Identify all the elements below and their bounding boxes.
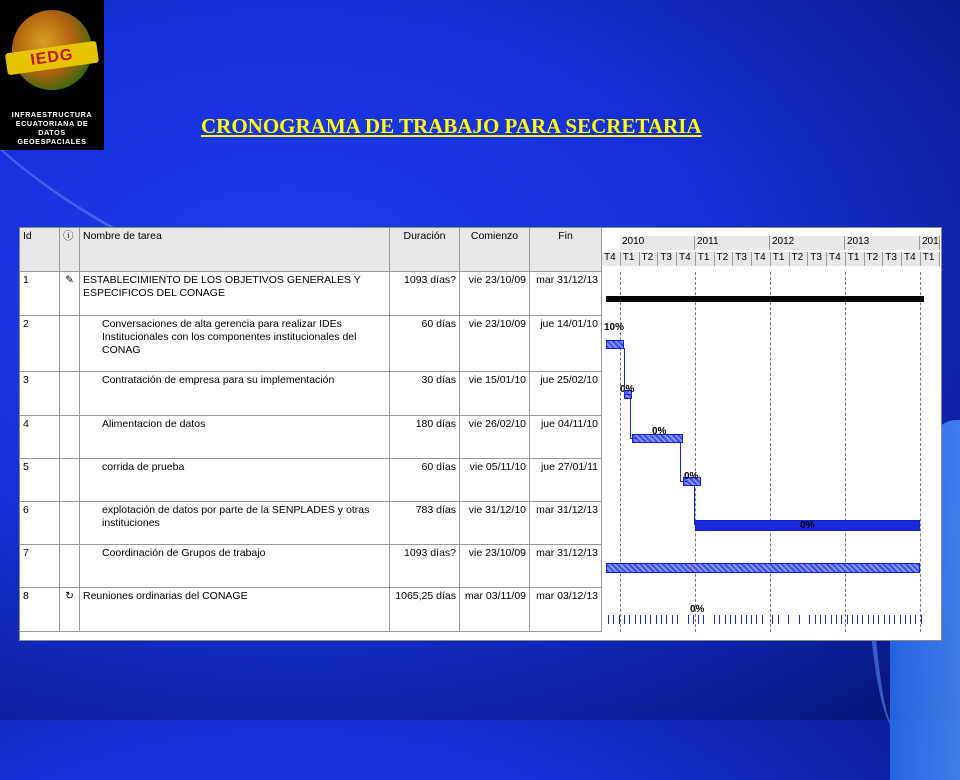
timeline-quarter: T2 [865,252,884,266]
summary-bar[interactable] [606,296,924,302]
meeting-tick [608,615,609,624]
row-start[interactable]: mar 03/11/09 [460,588,530,632]
row-start[interactable]: vie 31/12/10 [460,502,530,545]
row-id[interactable]: 2 [20,316,60,372]
row-end[interactable]: jue 04/11/10 [530,416,602,459]
row-end[interactable]: jue 27/01/11 [530,459,602,502]
meeting-tick [650,615,651,624]
row-indicator-icon [60,372,80,416]
row-id[interactable]: 7 [20,545,60,588]
row-start[interactable]: vie 23/10/09 [460,316,530,372]
timeline-quarter: T1 [696,252,715,266]
meeting-tick [809,615,810,624]
row-duration[interactable]: 30 días [390,372,460,416]
timeline-quarter: T4 [602,252,621,266]
meeting-tick [894,615,895,624]
row-start[interactable]: vie 26/02/10 [460,416,530,459]
timeline-year: 201 [920,236,940,250]
meeting-tick [635,615,636,624]
year-gridline [920,272,921,632]
meeting-tick [873,615,874,624]
row-start[interactable]: vie 23/10/09 [460,272,530,316]
dependency-link [630,398,637,439]
percent-label: 0% [652,425,667,437]
row-id[interactable]: 3 [20,372,60,416]
timeline-quarter: T3 [658,252,677,266]
percent-label: 0% [800,519,815,531]
timeline-quarter: T1 [846,252,865,266]
meeting-tick [624,615,625,624]
meeting-tick [746,615,747,624]
meeting-tick [666,615,667,624]
row-id[interactable]: 5 [20,459,60,502]
row-end[interactable]: mar 31/12/13 [530,502,602,545]
meeting-tick [852,615,853,624]
dependency-link [624,348,631,395]
meeting-tick [868,615,869,624]
meeting-tick [889,615,890,624]
row-name[interactable]: explotación de datos por parte de la SENPLADES y otras instituciones [80,502,390,545]
meeting-tick [661,615,662,624]
timeline-quarter: T4 [902,252,921,266]
row-indicator-icon [60,545,80,588]
meeting-tick [915,615,916,624]
meeting-tick [677,615,678,624]
meeting-tick [857,615,858,624]
meeting-tick [831,615,832,624]
row-name[interactable]: Contratación de empresa para su implementación [80,372,390,416]
row-duration[interactable]: 180 días [390,416,460,459]
row-name[interactable]: Reuniones ordinarias del CONAGE [80,588,390,632]
row-start[interactable]: vie 15/01/10 [460,372,530,416]
row-indicator-icon [60,459,80,502]
row-name[interactable]: Alimentacion de datos [80,416,390,459]
row-name[interactable]: ESTABLECIMIENTO DE LOS OBJETIVOS GENERALES Y ESPECIFICOS DEL CONAGE [80,272,390,316]
year-gridline [770,272,771,632]
logo-text: INFRAESTRUCTURA ECUATORIANA DE DATOS GEOESPACIALES [11,110,93,146]
year-gridline [695,272,696,632]
meeting-tick [905,615,906,624]
percent-label: 0% [690,604,705,615]
meeting-tick [640,615,641,624]
row-id[interactable]: 6 [20,502,60,545]
meeting-tick [735,615,736,624]
meeting-tick [656,615,657,624]
meeting-tick [900,615,901,624]
meeting-tick [847,615,848,624]
timeline-year: 2012 [770,236,845,250]
row-end[interactable]: jue 25/02/10 [530,372,602,416]
meeting-tick [693,615,694,624]
meeting-tick [719,615,720,624]
row-duration[interactable]: 783 días [390,502,460,545]
task-bar[interactable] [606,563,920,573]
meeting-tick [714,615,715,624]
timeline-quarter: T2 [715,252,734,266]
page-title: CRONOGRAMA DE TRABAJO PARA SECRETARIA [201,114,702,138]
meeting-tick [751,615,752,624]
row-indicator-icon [60,416,80,459]
task-bar[interactable] [606,340,624,349]
meeting-tick [672,615,673,624]
meeting-tick [645,615,646,624]
row-indicator-icon: ↻ [60,588,80,632]
row-duration[interactable]: 1093 días? [390,272,460,316]
row-start[interactable]: vie 05/11/10 [460,459,530,502]
timeline-quarter: T3 [883,252,902,266]
meeting-tick [725,615,726,624]
timeline-quarter: T1 [621,252,640,266]
meeting-tick [921,615,922,624]
meeting-tick [841,615,842,624]
meeting-tick [703,615,704,624]
percent-label: 0% [684,470,699,482]
meeting-tick [836,615,837,624]
row-id[interactable]: 1 [20,272,60,316]
meeting-tick [772,615,773,624]
percent-label: 0% [620,384,635,395]
timeline-quarter: T1 [921,252,940,266]
row-id[interactable]: 4 [20,416,60,459]
meeting-tick [778,615,779,624]
meeting-tick [730,615,731,624]
timeline-quarter: T3 [733,252,752,266]
row-name[interactable]: corrida de prueba [80,459,390,502]
row-name[interactable]: Coordinación de Grupos de trabajo [80,545,390,588]
row-indicator-icon: ✎ [60,272,80,316]
iedg-logo [0,0,104,150]
row-end[interactable]: mar 31/12/13 [530,545,602,588]
row-duration[interactable]: 1065,25 días [390,588,460,632]
header-end[interactable]: Fin [530,228,602,272]
meeting-tick [884,615,885,624]
meeting-tick [698,615,699,624]
timeline-year: 2010 [620,236,695,250]
meeting-tick [825,615,826,624]
timeline-quarter: T3 [808,252,827,266]
row-end[interactable]: jue 14/01/10 [530,316,602,372]
row-end[interactable]: mar 03/12/13 [530,588,602,632]
row-indicator-icon [60,316,80,372]
header-duration[interactable]: Duración [390,228,460,272]
meeting-tick [799,615,800,624]
meeting-tick [688,615,689,624]
timeline-quarter: T4 [677,252,696,266]
timeline-quarter: T4 [752,252,771,266]
header-start[interactable]: Comienzo [460,228,530,272]
row-id[interactable]: 8 [20,588,60,632]
meeting-tick [788,615,789,624]
meeting-tick [820,615,821,624]
row-duration[interactable]: 60 días [390,316,460,372]
meeting-tick [613,615,614,624]
gantt-chart [19,227,942,641]
header-name[interactable]: Nombre de tarea [80,228,390,272]
header-info[interactable]: ⓘ [60,228,80,272]
meeting-tick [741,615,742,624]
header-id[interactable]: Id [20,228,60,272]
meeting-tick [629,615,630,624]
meeting-tick [762,615,763,624]
logo-letters: IEDG [29,46,75,69]
dependency-link [694,485,701,525]
row-name[interactable]: Conversaciones de alta gerencia para realizar IDEs Institucionales con los componentes institucionales del CONAG [80,316,390,372]
timeline-quarter: T2 [790,252,809,266]
timeline-year: 2011 [695,236,770,250]
timeline-year: 2013 [845,236,920,250]
row-start[interactable]: vie 23/10/09 [460,545,530,588]
meeting-tick [619,615,620,624]
timeline-quarter: T1 [771,252,790,266]
meeting-tick [815,615,816,624]
meeting-tick [862,615,863,624]
year-gridline [845,272,846,632]
timeline-quarter: T2 [640,252,659,266]
meeting-tick [756,615,757,624]
meeting-tick [910,615,911,624]
meeting-tick [878,615,879,624]
row-end[interactable]: mar 31/12/13 [530,272,602,316]
row-indicator-icon [60,502,80,545]
dependency-link [680,442,687,482]
row-duration[interactable]: 60 días [390,459,460,502]
percent-label: 10% [604,322,625,333]
row-duration[interactable]: 1093 días? [390,545,460,588]
timeline-quarter: T4 [827,252,846,266]
